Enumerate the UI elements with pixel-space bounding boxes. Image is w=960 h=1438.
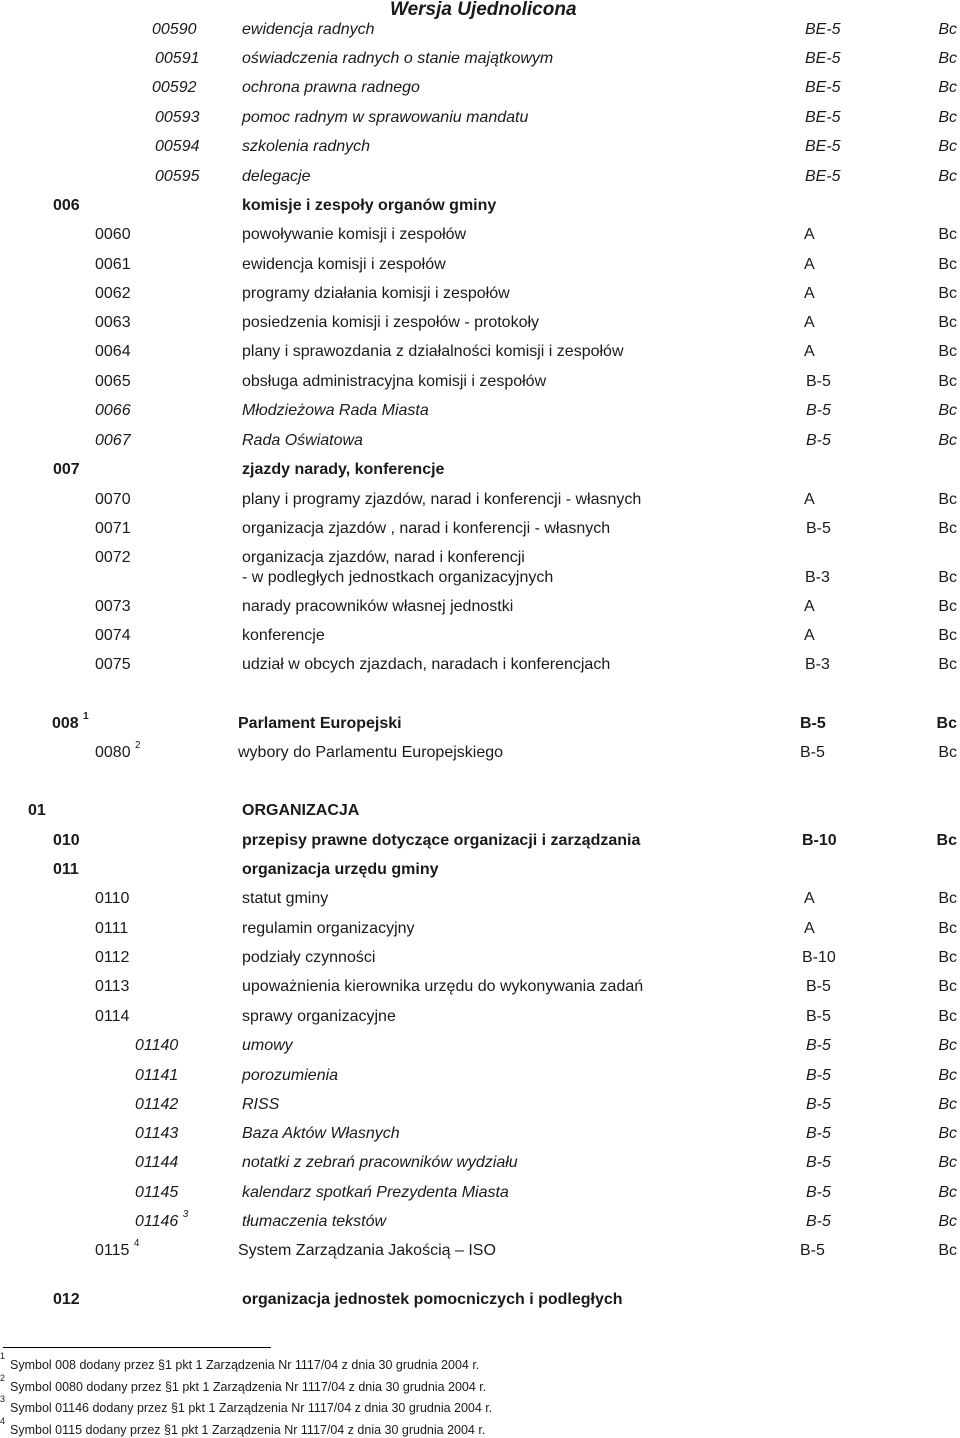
row-title <box>242 519 610 539</box>
row-title-text: podziały czynności <box>242 949 376 966</box>
row-title <box>242 431 363 451</box>
secondary-category: Bc <box>938 520 957 537</box>
secondary-category: Bc <box>938 1008 957 1025</box>
footnote-text: Symbol 01146 dodany przez §1 pkt 1 Zarządzenia Nr 1117/04 z dnia 30 grudnia 2004 r. <box>10 1401 493 1415</box>
table-row <box>0 1209 960 1236</box>
row-symbol-text: 01141 <box>135 1067 179 1084</box>
footnote-number: 4 <box>0 1416 6 1426</box>
table-row <box>0 597 960 621</box>
secondary-category: Bc <box>938 373 957 390</box>
archive-category: B-5 <box>806 520 831 537</box>
row-title-text: delegacje <box>242 168 311 185</box>
table-row <box>0 519 960 543</box>
secondary-category: Bc <box>938 1037 957 1054</box>
archive-category: B-5 <box>806 1037 831 1054</box>
row-symbol-text: 0070 <box>95 491 131 508</box>
row-symbol-text: 0061 <box>95 256 131 273</box>
row-symbol <box>152 78 197 98</box>
row-symbol-text: 01144 <box>135 1154 179 1171</box>
archive-category: A <box>804 491 815 508</box>
row-title-continuation: - w podległych jednostkach organizacyjnych <box>242 569 554 586</box>
row-symbol-text: 01146 <box>135 1213 179 1230</box>
row-symbol <box>95 284 131 304</box>
secondary-category: Bc <box>938 343 957 360</box>
row-title <box>242 460 444 480</box>
secondary-category: Bc <box>936 715 957 732</box>
row-title <box>242 1095 279 1115</box>
row-symbol-text: 01145 <box>135 1184 179 1201</box>
secondary-category: Bc <box>938 226 957 243</box>
footnote-text: Symbol 0080 dodany przez §1 pkt 1 Zarządzenia Nr 1117/04 z dnia 30 grudnia 2004 r. <box>10 1380 487 1394</box>
row-symbol-text: 0112 <box>95 949 130 966</box>
row-symbol <box>135 1209 189 1232</box>
row-title <box>242 977 643 997</box>
table-row <box>0 860 960 884</box>
row-title-text: oświadczenia radnych o stanie majątkowym <box>242 50 554 67</box>
row-symbol <box>135 1124 178 1144</box>
table-row <box>0 1183 960 1207</box>
table-row <box>0 78 960 102</box>
row-title <box>242 167 311 187</box>
row-symbol-text: 00591 <box>155 50 200 67</box>
row-title <box>238 714 402 734</box>
row-symbol <box>95 1238 140 1261</box>
archive-category: A <box>804 890 815 907</box>
row-symbol <box>95 919 128 939</box>
archive-category: A <box>804 920 815 937</box>
archive-category: B-5 <box>806 402 831 419</box>
row-title <box>242 49 553 69</box>
row-symbol <box>95 372 131 392</box>
row-title-text: plany i programy zjazdów, narad i konferencji - własnych <box>242 491 642 508</box>
row-symbol-text: 00593 <box>155 109 200 126</box>
row-title-text: szkolenia radnych <box>242 138 371 155</box>
row-symbol-text: 010 <box>53 832 80 849</box>
row-symbol-text: 0060 <box>95 226 131 243</box>
row-symbol <box>95 519 131 539</box>
row-symbol-text: 0115 <box>95 1242 130 1259</box>
row-symbol <box>155 108 200 128</box>
row-symbol-text: 01142 <box>135 1096 179 1113</box>
secondary-category: Bc <box>938 79 957 96</box>
row-symbol-text: 0113 <box>95 978 130 995</box>
secondary-category: Bc <box>938 1184 957 1201</box>
row-symbol-text: 0071 <box>95 520 131 537</box>
archive-category: A <box>804 314 815 331</box>
row-title-text: System Zarządzania Jakością – ISO <box>238 1242 496 1259</box>
archive-category: A <box>804 256 815 273</box>
row-title-text: ewidencja radnych <box>242 21 375 38</box>
row-symbol <box>53 1290 80 1310</box>
archive-category: B-10 <box>802 832 837 849</box>
archive-category: B-5 <box>800 715 826 732</box>
table-row <box>0 284 960 308</box>
archive-category: B-10 <box>802 949 836 966</box>
table-row <box>0 431 960 455</box>
row-title-text: kalendarz spotkań Prezydenta Miasta <box>242 1184 509 1201</box>
row-symbol <box>53 196 80 216</box>
table-row <box>0 1095 960 1119</box>
secondary-category: Bc <box>938 50 957 67</box>
row-title-text: narady pracowników własnej jednostki <box>242 598 514 615</box>
row-title <box>242 1183 509 1203</box>
row-title-text: umowy <box>242 1037 293 1054</box>
archive-category: B-3 <box>805 569 830 586</box>
table-row <box>0 255 960 279</box>
row-symbol-text: 0062 <box>95 285 131 302</box>
row-title-text: upoważnienia kierownika urzędu do wykonywania zadań <box>242 978 644 995</box>
row-symbol <box>135 1183 178 1203</box>
archive-category: BE-5 <box>805 50 841 67</box>
table-row <box>0 167 960 191</box>
row-symbol-text: 0114 <box>95 1008 130 1025</box>
row-symbol <box>53 460 80 480</box>
row-title-text: Parlament Europejski <box>238 715 402 732</box>
table-row <box>0 801 960 825</box>
row-symbol <box>28 801 46 821</box>
row-symbol <box>52 711 89 734</box>
table-row <box>0 977 960 1001</box>
table-row <box>0 1036 960 1060</box>
row-title-text: Baza Aktów Własnych <box>242 1125 400 1142</box>
footnote-separator <box>3 1347 271 1348</box>
secondary-category: Bc <box>938 314 957 331</box>
secondary-category: Bc <box>938 1242 957 1259</box>
row-title-text: wybory do Parlamentu Europejskiego <box>238 744 504 761</box>
row-symbol-text: 0110 <box>95 890 130 907</box>
table-row <box>0 372 960 396</box>
row-symbol-text: 00595 <box>155 168 200 185</box>
table-row <box>0 460 960 484</box>
row-symbol-text: 006 <box>53 197 80 214</box>
archive-category: B-5 <box>800 1242 825 1259</box>
row-symbol <box>135 1095 178 1115</box>
table-row <box>0 919 960 943</box>
secondary-category: Bc <box>938 569 957 586</box>
footnote-ref: 4 <box>133 1238 140 1249</box>
archive-category: A <box>804 285 815 302</box>
table-row <box>0 20 960 44</box>
row-symbol <box>95 626 131 646</box>
secondary-category: Bc <box>938 920 957 937</box>
row-title-text: tłumaczenia tekstów <box>242 1213 387 1230</box>
table-row <box>0 137 960 161</box>
row-symbol <box>95 948 129 968</box>
row-symbol-text: 0063 <box>95 314 131 331</box>
row-title <box>242 655 610 675</box>
row-title-text: statut gminy <box>242 890 329 907</box>
row-symbol-text: 0067 <box>95 432 131 449</box>
secondary-category: Bc <box>938 138 957 155</box>
footnote-text: Symbol 008 dodany przez §1 pkt 1 Zarządzenia Nr 1117/04 z dnia 30 grudnia 2004 r. <box>10 1358 480 1372</box>
row-title-text: komisje i zespoły organów gminy <box>242 197 497 214</box>
row-title-text: notatki z zebrań pracowników wydziału <box>242 1154 518 1171</box>
row-title <box>242 78 420 98</box>
row-title-text: organizacja jednostek pomocniczych i podległych <box>242 1291 623 1308</box>
secondary-category: Bc <box>936 832 957 849</box>
row-symbol-text: 01140 <box>135 1037 179 1054</box>
footnote-ref: 3 <box>182 1209 189 1220</box>
archive-category: B-3 <box>805 656 830 673</box>
secondary-category: Bc <box>938 256 957 273</box>
secondary-category: Bc <box>938 598 957 615</box>
archive-category: B-5 <box>806 1008 831 1025</box>
table-row <box>0 889 960 913</box>
table-row <box>0 108 960 132</box>
row-symbol <box>95 313 131 333</box>
row-title <box>242 225 466 245</box>
footnote-number: 1 <box>0 1351 6 1361</box>
row-symbol-text: 012 <box>53 1291 80 1308</box>
row-title-text: zjazdy narady, konferencje <box>242 461 445 478</box>
archive-category: BE-5 <box>805 168 841 185</box>
archive-category: B-5 <box>806 1154 831 1171</box>
row-symbol <box>135 1066 178 1086</box>
row-title-text: obsługa administracyjna komisji i zespołów <box>242 373 547 390</box>
row-symbol <box>95 889 129 909</box>
row-title-text: RISS <box>242 1096 280 1113</box>
row-symbol-text: 0073 <box>95 598 131 615</box>
row-title <box>238 743 503 763</box>
secondary-category: Bc <box>938 656 957 673</box>
footnote-ref: 2 <box>135 740 141 751</box>
archive-category: B-5 <box>806 1067 831 1084</box>
row-title-text: organizacja urzędu gminy <box>242 861 439 878</box>
row-title-text: posiedzenia komisji i zespołów - protokoły <box>242 314 540 331</box>
row-title <box>242 284 510 304</box>
footnote-text: Symbol 0115 dodany przez §1 pkt 1 Zarządzenia Nr 1117/04 z dnia 30 grudnia 2004 r. <box>10 1423 486 1437</box>
row-symbol-text: 011 <box>53 861 79 878</box>
secondary-category: Bc <box>938 1125 957 1142</box>
footnote-number: 3 <box>0 1394 6 1404</box>
table-row <box>0 948 960 972</box>
row-title <box>242 342 624 362</box>
row-title <box>242 108 528 128</box>
footnote-number: 2 <box>0 1373 6 1383</box>
row-symbol <box>95 225 131 245</box>
row-title <box>242 313 539 333</box>
row-title <box>242 948 375 968</box>
row-title-text: programy działania komisji i zespołów <box>242 285 510 302</box>
row-title <box>242 626 325 646</box>
row-symbol <box>135 1153 178 1173</box>
secondary-category: Bc <box>938 1096 957 1113</box>
table-row <box>0 740 960 767</box>
archive-category: B-5 <box>800 744 825 761</box>
row-title <box>242 255 446 275</box>
row-symbol <box>95 342 131 362</box>
row-title-text: organizacja zjazdów , narad i konferencji - własnych <box>242 520 611 537</box>
row-symbol-text: 00594 <box>155 138 200 155</box>
row-symbol-text: 00590 <box>152 21 197 38</box>
row-symbol <box>95 655 131 675</box>
secondary-category: Bc <box>938 168 957 185</box>
row-symbol-text: 01143 <box>135 1125 179 1142</box>
row-symbol <box>95 548 131 568</box>
secondary-category: Bc <box>938 432 957 449</box>
table-row <box>0 1238 960 1265</box>
row-title <box>242 196 496 216</box>
row-title-text: powoływanie komisji i zespołów <box>242 226 467 243</box>
header-title: Wersja Ujednolicona <box>390 0 577 20</box>
row-symbol-text: 01 <box>28 802 46 819</box>
archive-category: BE-5 <box>805 138 841 155</box>
table-row <box>0 1153 960 1177</box>
archive-category: BE-5 <box>805 79 841 96</box>
row-symbol <box>95 401 131 421</box>
row-title <box>242 860 438 880</box>
row-title <box>242 372 546 392</box>
secondary-category: Bc <box>938 402 957 419</box>
row-title-text: ochrona prawna radnego <box>242 79 420 96</box>
archive-category: B-5 <box>806 1096 831 1113</box>
row-title <box>242 1212 386 1232</box>
row-symbol <box>53 831 80 851</box>
row-symbol-text: 0065 <box>95 373 131 390</box>
table-row <box>0 1124 960 1148</box>
row-title <box>242 20 375 40</box>
row-title <box>242 1066 338 1086</box>
secondary-category: Bc <box>938 744 957 761</box>
row-title-text: sprawy organizacyjne <box>242 1008 396 1025</box>
secondary-category: Bc <box>938 978 957 995</box>
row-symbol-text: 0080 <box>95 744 131 761</box>
secondary-category: Bc <box>938 1213 957 1230</box>
archive-category: B-5 <box>806 1184 831 1201</box>
row-symbol <box>152 20 197 40</box>
table-row <box>0 1066 960 1090</box>
row-symbol <box>95 255 131 275</box>
table-row <box>0 831 960 855</box>
row-title-text: udział w obcych zjazdach, naradach i konferencjach <box>242 656 611 673</box>
secondary-category: Bc <box>938 949 957 966</box>
table-row <box>0 49 960 73</box>
table-row <box>0 711 960 738</box>
table-row <box>0 1007 960 1031</box>
table-row <box>0 313 960 337</box>
row-symbol <box>95 977 129 997</box>
row-title <box>242 831 640 851</box>
row-title <box>242 548 553 588</box>
row-title-text: pomoc radnym w sprawowaniu mandatu <box>242 109 529 126</box>
row-symbol-text: 0074 <box>95 627 131 644</box>
row-symbol <box>95 431 131 451</box>
archive-category: B-5 <box>806 373 831 390</box>
table-row <box>0 490 960 514</box>
row-title <box>242 401 429 421</box>
row-symbol <box>95 740 141 763</box>
table-row <box>0 401 960 425</box>
footnote <box>0 1416 486 1438</box>
row-title-text: porozumienia <box>242 1067 339 1084</box>
row-title-text: konferencje <box>242 627 325 644</box>
row-title-text: Rada Oświatowa <box>242 432 363 449</box>
row-title <box>242 1153 518 1173</box>
archive-category: A <box>804 598 815 615</box>
row-title <box>242 919 415 939</box>
row-title <box>238 1241 496 1261</box>
table-row <box>0 342 960 366</box>
row-symbol-text: 0111 <box>95 920 129 937</box>
row-title-text: plany i sprawozdania z działalności komisji i zespołów <box>242 343 624 360</box>
archive-category: B-5 <box>806 978 831 995</box>
row-symbol <box>135 1036 178 1056</box>
secondary-category: Bc <box>938 1067 957 1084</box>
footnote <box>0 1351 480 1373</box>
table-row <box>0 655 960 679</box>
row-symbol-text: 007 <box>53 461 80 478</box>
archive-category: BE-5 <box>805 21 841 38</box>
archive-category: B-5 <box>806 1213 831 1230</box>
row-symbol-text: 008 <box>52 715 79 732</box>
table-row <box>0 626 960 650</box>
row-symbol <box>95 490 131 510</box>
row-title <box>242 1007 396 1027</box>
row-symbol <box>155 49 200 69</box>
row-symbol-text: 0072 <box>95 549 131 566</box>
row-title <box>242 801 359 821</box>
secondary-category: Bc <box>938 491 957 508</box>
row-symbol-text: 0075 <box>95 656 131 673</box>
row-symbol <box>155 137 200 157</box>
row-symbol <box>95 597 131 617</box>
row-title <box>242 137 370 157</box>
row-title-text: Młodzieżowa Rada Miasta <box>242 402 429 419</box>
table-row <box>0 548 960 586</box>
archive-category: A <box>804 343 815 360</box>
row-symbol-text: 0064 <box>95 343 131 360</box>
row-title <box>242 490 641 510</box>
row-symbol-text: 0066 <box>95 402 131 419</box>
secondary-category: Bc <box>938 285 957 302</box>
row-symbol-text: 00592 <box>152 79 197 96</box>
table-row <box>0 196 960 220</box>
secondary-category: Bc <box>938 890 957 907</box>
row-title <box>242 889 328 909</box>
row-title-text: organizacja zjazdów, narad i konferencji <box>242 549 525 566</box>
row-title-text: ORGANIZACJA <box>242 802 360 819</box>
footnote <box>0 1373 487 1395</box>
row-title <box>242 597 513 617</box>
row-symbol <box>95 1007 129 1027</box>
secondary-category: Bc <box>938 1154 957 1171</box>
secondary-category: Bc <box>938 627 957 644</box>
row-title-text: przepisy prawne dotyczące organizacji i zarządzania <box>242 832 641 849</box>
table-row <box>0 1290 960 1314</box>
table-row <box>0 225 960 249</box>
secondary-category: Bc <box>938 109 957 126</box>
archive-category: B-5 <box>806 432 831 449</box>
archive-category: B-5 <box>806 1125 831 1142</box>
row-title <box>242 1036 293 1056</box>
archive-category: A <box>804 226 815 243</box>
row-symbol <box>53 860 79 880</box>
footnote <box>0 1394 493 1416</box>
row-title <box>242 1124 400 1144</box>
row-title-text: ewidencja komisji i zespołów <box>242 256 446 273</box>
row-title <box>242 1290 623 1310</box>
archive-category: BE-5 <box>805 109 841 126</box>
secondary-category: Bc <box>938 21 957 38</box>
row-symbol <box>155 167 200 187</box>
footnote-ref: 1 <box>83 711 89 722</box>
row-title-text: regulamin organizacyjny <box>242 920 415 937</box>
archive-category: A <box>804 627 815 644</box>
